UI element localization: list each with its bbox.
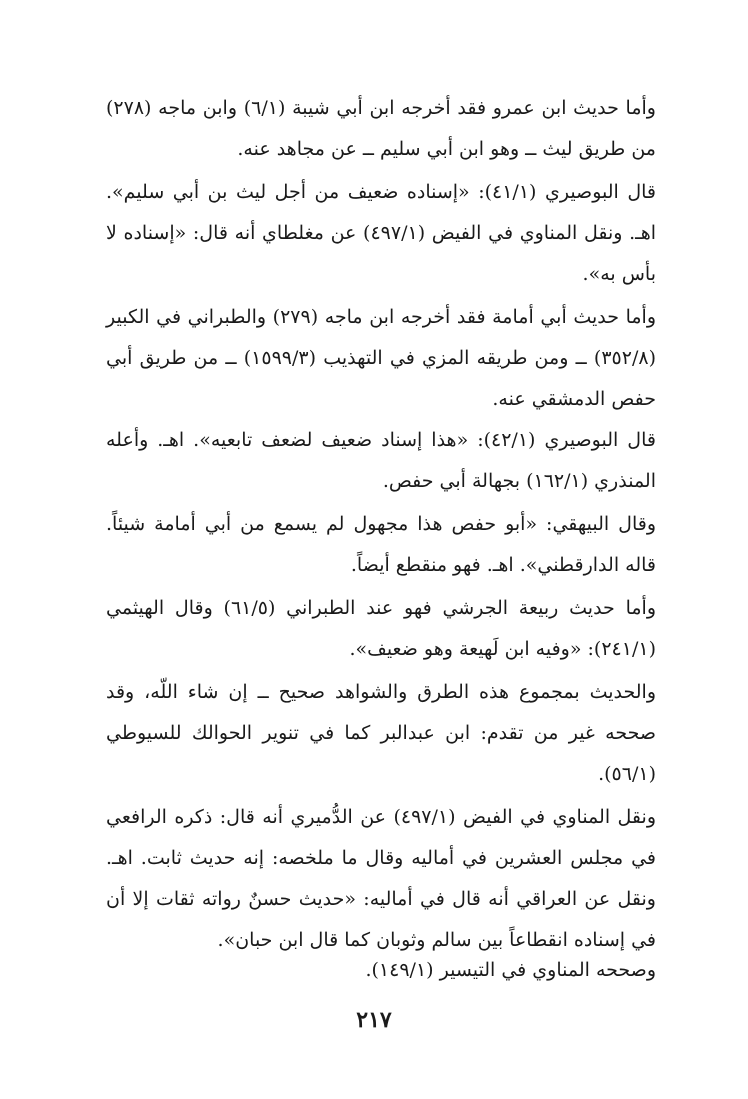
paragraph-munawi-damiri: ونقل المناوي في الفيض (٤٩٧/١) عن الدُّميري أنه قال: ذكره الرافعي في مجلس العشرين في أماليه وقال ما ملخصه: إنه حديث ثابت. اهـ. ونقل عن العراقي أنه قال في أماليه: «حديث حسنٌ رواته ثقات إلا أن في إسناده انقطاعاً بين سالم وثوبان كما قال ابن حبان». [106,806,657,951]
page-number: ٢١٧ [356,1007,392,1033]
paragraph-abu-umama-hadith: وأما حديث أبي أمامة فقد أخرجه ابن ماجه (٢٧٩) والطبراني في الكبير (٣٥٢/٨) ــ ومن طريقه المزي في التهذيب (١٥٩٩/٣) ــ من طريق أبي حفص الدمشقي عنه. [106,306,656,410]
paragraph-hadith-verdict: والحديث بمجموع هذه الطرق والشواهد صحيح ــ إن شاء اللّه، وقد صححه غير من تقدم: ابن عبدالبر كما في تنوير الحوالك للسيوطي (٥٦/١). [106,681,656,785]
paragraph-busiri-on-abu-umama: قال البوصيري (٤٢/١): «هذا إسناد ضعيف لضعف تابعيه». اهـ. وأعله المنذري (١٦٢/١) بجهالة أبي حفص. [106,429,656,492]
paragraph-busiri-on-layth: قال البوصيري (٤١/١): «إسناده ضعيف من أجل ليث بن أبي سليم». اهـ. ونقل المناوي في الفيض (٤٩٧/١) عن مغلطاي أنه قال: «إسناده لا بأس به». [106,181,656,285]
paragraph-munawi-taysir: وصححه المناوي في التيسير (١٤٩/١). [365,959,656,981]
paragraph-rabia-jurashi-hadith: وأما حديث ربيعة الجرشي فهو عند الطبراني (٦١/٥) وقال الهيثمي (٢٤١/١): «وفيه ابن لَهيعة وهو ضعيف». [106,597,656,660]
paragraph-ibn-amr-hadith: وأما حديث ابن عمرو فقد أخرجه ابن أبي شيبة (٦/١) وابن ماجه (٢٧٨) من طريق ليث ــ وهو ابن أبي سليم ــ عن مجاهد عنه. [106,97,656,160]
paragraph-bayhaqi-quote: وقال البيهقي: «أبو حفص هذا مجهول لم يسمع من أبي أمامة شيئاً. قاله الدارقطني». اهـ. فهو منقطع أيضاً. [106,513,656,576]
